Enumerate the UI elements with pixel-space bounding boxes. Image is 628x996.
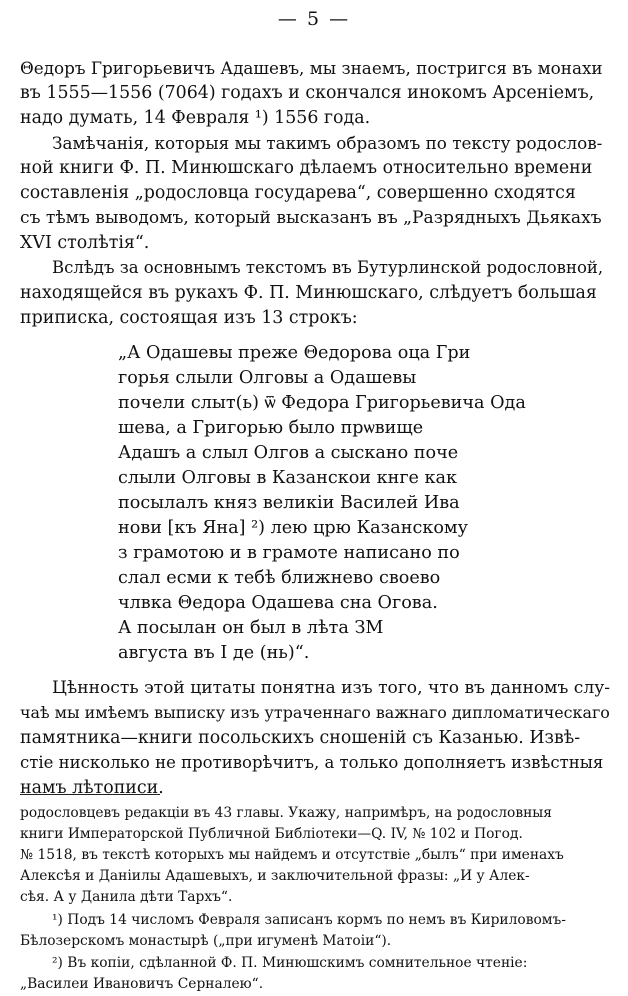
- body-line: составленія „родословца государева“, совершенно сходятся: [20, 183, 576, 203]
- footnote-line: ¹) Подъ 14 числомъ Февраля записанъ кормъ по немъ въ Кириловомъ-: [52, 912, 566, 928]
- footnote-divider: [20, 794, 160, 795]
- body-line: ной книги Ф. П. Минюшскаго дѣлаемъ относительно времени: [20, 158, 593, 178]
- body-line: Замѣчанія, которыя мы такимъ образомъ по тексту родослов-: [52, 133, 603, 153]
- quote-line: посылалъ княз великіи Василей Ива: [118, 493, 460, 513]
- quote-line: нови [къ Яна] ²) лею црю Казанскому: [118, 518, 468, 538]
- footnote-line: родословцевъ редакціи въ 43 главы. Укажу, напримѣръ, на родословныя: [20, 805, 552, 821]
- body-line: памятника—книги посольскихъ сношеній съ Казанью. Извѣ-: [20, 728, 581, 748]
- footnote-line: „Василеи Ивановичъ Серналею“.: [20, 976, 264, 992]
- quote-line: А посылан он был в лѣта ЗМ: [118, 618, 384, 638]
- footnote-line: Алексѣя и Даніилы Адашевыхъ, и заключительной фразы: „И у Алек-: [20, 868, 530, 884]
- quote-line: шева, а Григорью было прѡвище: [118, 418, 424, 438]
- body-line: надо думать, 14 Февраля ¹) 1556 года.: [20, 108, 371, 128]
- body-line: Θедоръ Григорьевичъ Адашевъ, мы знаемъ, постригся въ монахи: [20, 58, 603, 78]
- body-line: съ тѣмъ выводомъ, который высказанъ въ „Разрядныхъ Дьякахъ: [20, 208, 602, 228]
- quote-line: почели слыт(ь) ѿ Федора Григорьевича Ода: [118, 393, 526, 413]
- body-line: приписка, состоящая изъ 13 строкъ:: [20, 308, 358, 328]
- footnote-line: сѣя. А у Данила дѣти Тархъ“.: [20, 889, 233, 905]
- quote-line: з грамотою и в грамоте написано по: [118, 543, 460, 563]
- footnote-line: Бѣлозерскомъ монастырѣ („при игуменѣ Матоіи“).: [20, 933, 392, 949]
- body-line: намъ лѣтописи.: [20, 778, 164, 798]
- quote-line: горья слыли Олговы а Одашевы: [118, 368, 417, 388]
- quote-line: Адашъ а слыл Олгов а сыскано поче: [118, 443, 459, 463]
- quote-line: августа въ І де (нь)“.: [118, 643, 310, 663]
- footnote-line: ²) Въ копіи, сдѣланной Ф. П. Минюшскимъ сомнительное чтеніе:: [52, 955, 528, 971]
- quote-line: слыли Олговы в Казанскои кнге как: [118, 468, 458, 488]
- body-line: находящейся въ рукахъ Ф. П. Минюшскаго, слѣдуетъ большая: [20, 283, 597, 303]
- quote-line: „А Одашевы преже Θедорова оцa Гри: [118, 343, 471, 363]
- body-line: стіе нисколько не противорѣчитъ, а только дополняетъ извѣстныя: [20, 753, 604, 772]
- body-line: въ 1555—1556 (7064) годахъ и скончался инокомъ Арсеніемъ,: [20, 83, 595, 103]
- page-number: — 5 —: [277, 8, 351, 30]
- quote-line: члвка Θедора Одашева сна Огова.: [118, 593, 438, 613]
- footnote-line: книги Императорской Публичной Библіотеки—Q. IV, № 102 и Погод.: [20, 826, 523, 842]
- quote-line: слал есми к тебѣ ближнево своево: [118, 568, 441, 588]
- body-line: Вслѣдъ за основнымъ текстомъ въ Бутурлинской родословной,: [52, 258, 604, 277]
- body-line: XVI столѣтія“.: [20, 233, 150, 253]
- footnote-line: № 1518, въ текстѣ которыхъ мы найдемъ и отсутствіе „былъ“ при именахъ: [20, 847, 564, 863]
- body-line: чаѣ мы имѣемъ выписку изъ утраченнаго важнаго дипломатическаго: [20, 703, 610, 722]
- body-line: Цѣнность этой цитаты понятна изъ того, что въ данномъ слу-: [52, 678, 611, 698]
